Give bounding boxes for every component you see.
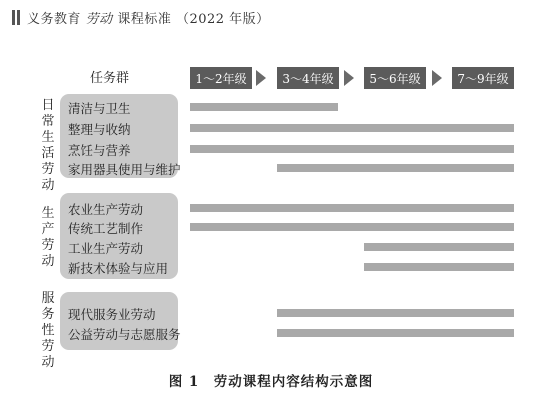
task-span-bar (277, 309, 514, 317)
task-label: 农业生产劳动 (68, 202, 144, 217)
header-year: （2022 年版） (175, 11, 270, 27)
header-suffix: 课程标准 (117, 11, 172, 27)
task-label: 清洁与卫生 (68, 101, 131, 116)
header-title (27, 8, 270, 27)
task-span-bar (190, 145, 514, 153)
arrow-icon (256, 70, 266, 86)
header-decoration (17, 10, 20, 25)
task-label: 工业生产劳动 (68, 241, 144, 256)
figure-caption: 图 1 劳动课程内容结构示意图 (168, 374, 374, 390)
task-label: 家用器具使用与维护 (68, 162, 181, 177)
group-label-production: 生产劳动 (41, 206, 55, 269)
task-span-bar (190, 124, 514, 132)
task-span-bar (190, 223, 514, 231)
task-label: 传统工艺制作 (68, 221, 144, 236)
grade-label-3: 5～6年级 (364, 67, 426, 89)
header-decoration (12, 10, 15, 25)
page-header (12, 6, 270, 28)
task-label: 新技术体验与应用 (68, 261, 169, 276)
tasks-column-label: 任务群 (90, 71, 130, 86)
task-span-bar (190, 204, 514, 212)
arrow-icon (432, 70, 442, 86)
task-span-bar (364, 263, 514, 271)
task-span-bar (364, 243, 514, 251)
group-label-service: 服务性劳动 (41, 291, 55, 370)
grade-label-4: 7～9年级 (452, 67, 514, 89)
task-span-bar (277, 329, 514, 337)
arrow-icon (344, 70, 354, 86)
task-label: 现代服务业劳动 (68, 307, 156, 322)
grade-label-2: 3～4年级 (277, 67, 339, 89)
header-italic: 劳动 (85, 11, 113, 27)
task-span-bar (277, 164, 514, 172)
task-span-bar (190, 103, 338, 111)
grade-label-1: 1～2年级 (190, 67, 252, 89)
task-label: 烹饪与营养 (68, 143, 131, 158)
header-prefix: 义务教育 (27, 11, 82, 27)
group-label-daily: 日常生活劳动 (41, 98, 55, 193)
task-label: 公益劳动与志愿服务 (68, 327, 181, 342)
task-label: 整理与收纳 (68, 122, 131, 137)
